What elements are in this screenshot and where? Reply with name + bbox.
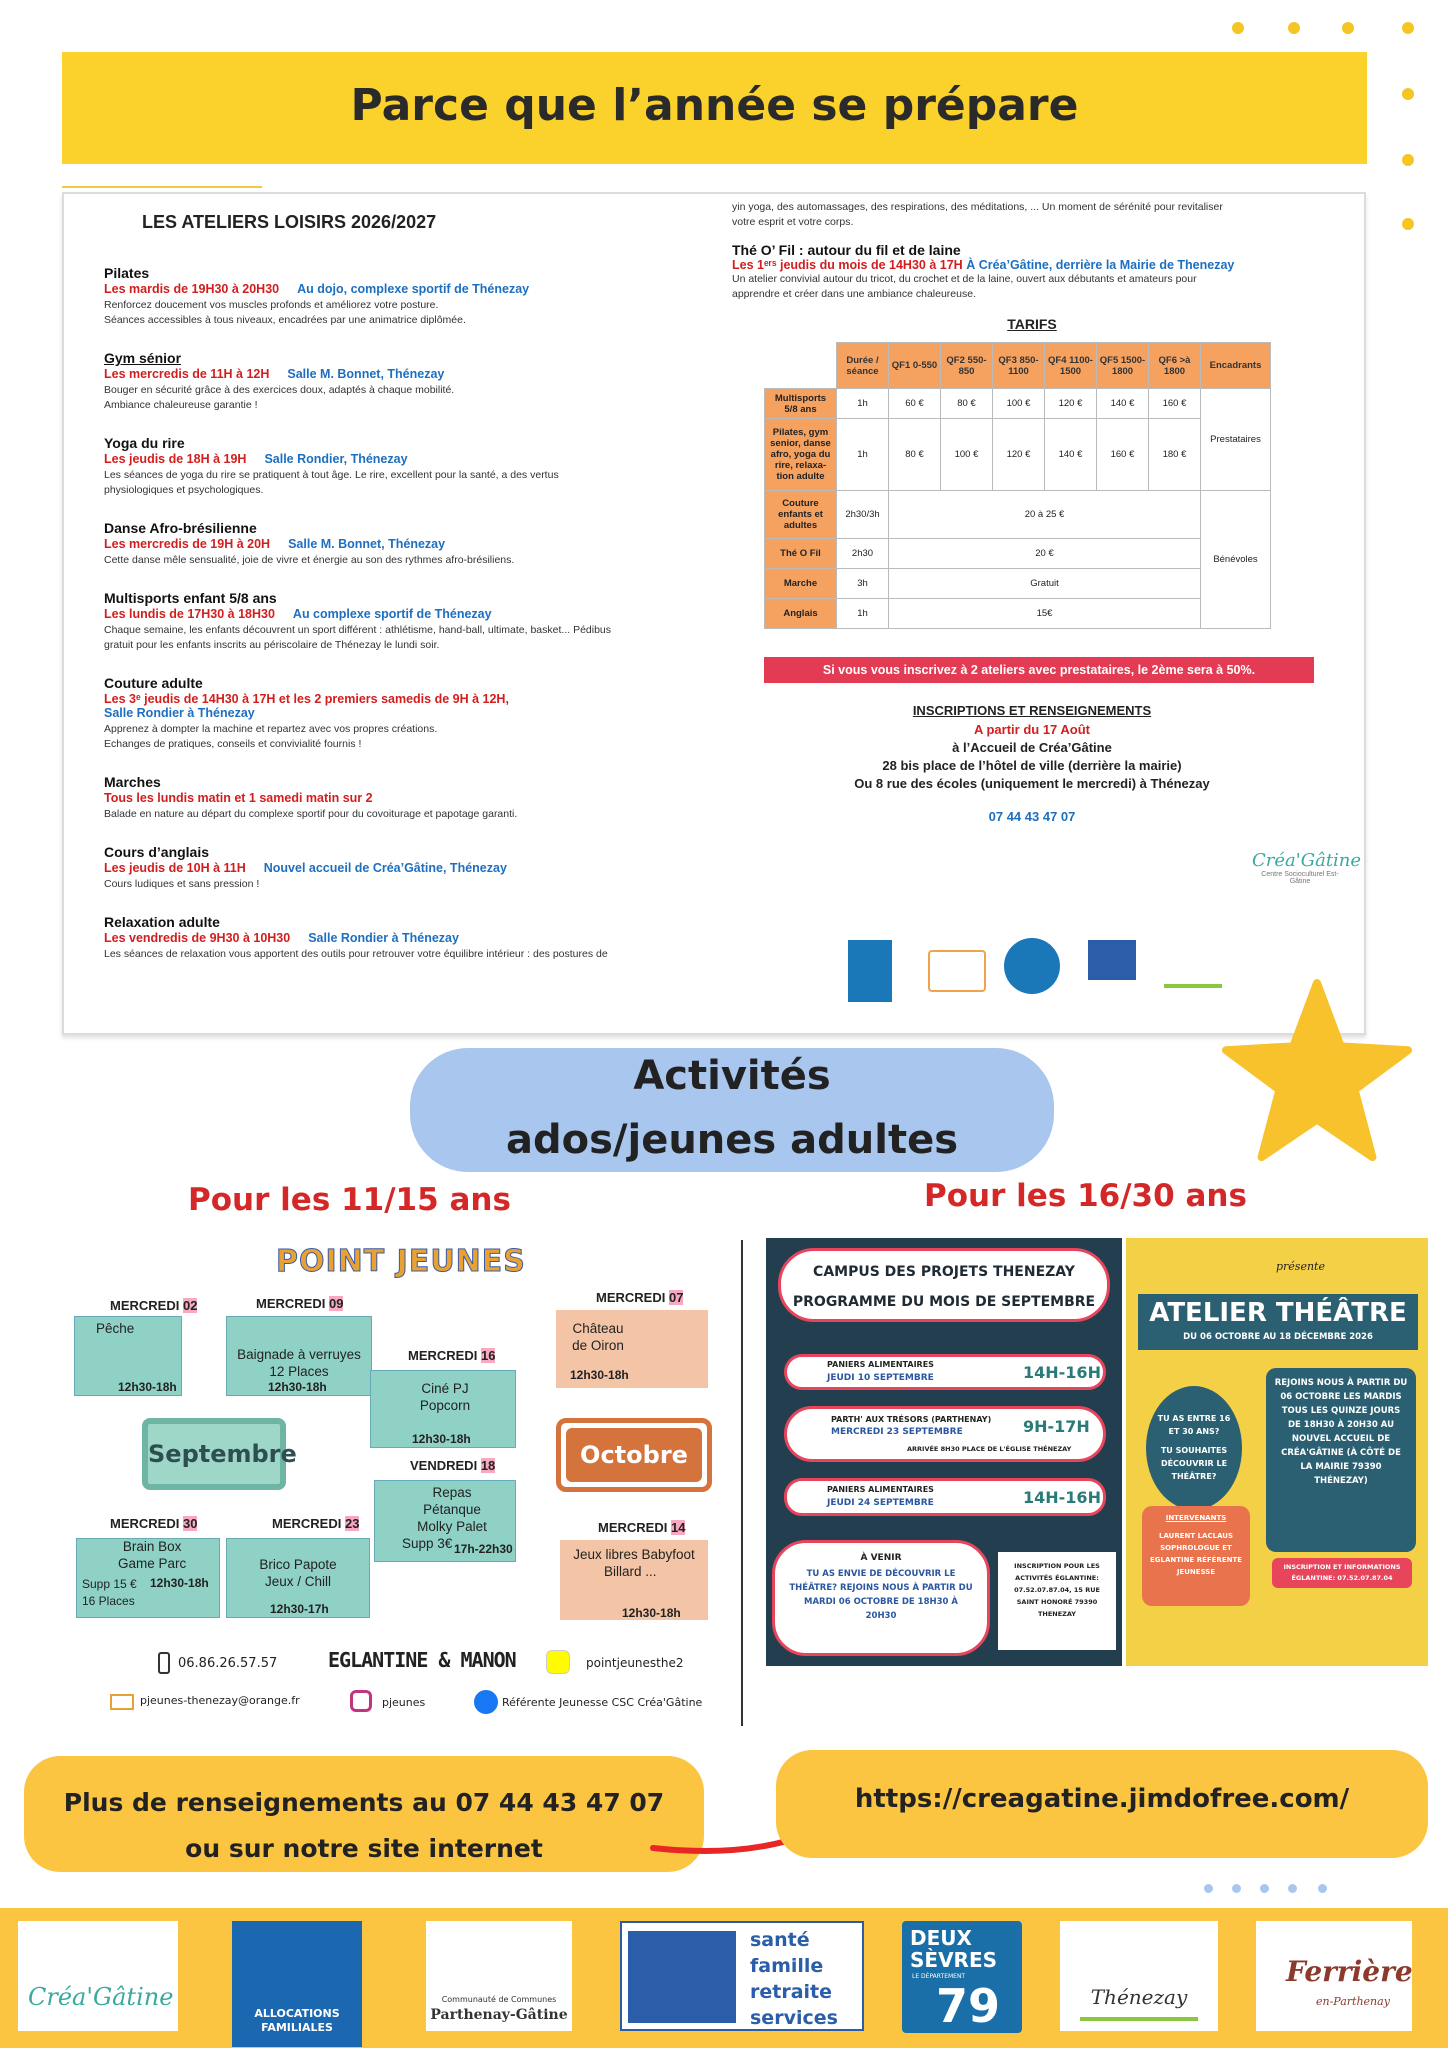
intro-line: votre esprit et votre corps. (732, 216, 854, 228)
activity-schedule (104, 791, 744, 805)
table-row (765, 569, 1271, 599)
event-time: 17h-22h30 (454, 1542, 513, 1556)
table-row (765, 539, 1271, 569)
event-date: VENDREDI 18 (410, 1458, 496, 1473)
table-cell: 140 € (1097, 389, 1149, 419)
decor-dot (1318, 1884, 1327, 1893)
inscriptions-date: A partir du 17 Août (973, 722, 1091, 737)
table-cell: 160 € (1149, 389, 1201, 419)
table-header-row (765, 343, 1271, 389)
theofil-desc: Un atelier convivial autour du tricot, du crochet et de la laine, ouvert aux débutants et amateurs pour (732, 273, 1197, 285)
pj-names: EGLANTINE & MANON (328, 1648, 516, 1672)
table-header: QF1 0-550 (889, 343, 941, 389)
theofil-title: Thé O’ Fil : autour du fil et de laine (732, 242, 961, 258)
activity-item (104, 520, 744, 568)
deux-sevres-logo: DEUX SÈVRES LE DÉPARTEMENT 79 (902, 1921, 1022, 2033)
activity-desc: Cette danse mêle sensualité, joie de vivre et énergie au son des rythmes afro-brésiliens. (104, 554, 515, 566)
activity-place: Salle Rondier à Thénezay (104, 706, 255, 720)
email-icon (110, 1694, 134, 1710)
table-header: QF4 1100-1500 (1045, 343, 1097, 389)
theatre-dates: DU 06 OCTOBRE AU 18 DÉCEMBRE 2026 (1183, 1332, 1373, 1342)
theatre-poster (1126, 1238, 1428, 1666)
activity-schedule (104, 692, 744, 720)
month-label: Septembre (142, 1418, 286, 1490)
table-header: QF5 1500-1800 (1097, 343, 1149, 389)
activity-place: Nouvel accueil de Créa’Gâtine, Thénezay (263, 861, 507, 875)
table-cell: 100 € (993, 389, 1045, 419)
activity-time: Les mercredis de 19H à 20H (104, 537, 271, 551)
activity-time: Les jeudis de 18H à 19H (104, 452, 247, 466)
month-label: Octobre (566, 1428, 702, 1482)
activity-desc: physiologiques et psychologiques. (104, 484, 264, 496)
event-text: Repas Pétanque Molky Palet Supp 3€ (402, 1485, 487, 1551)
decor-dot (1288, 1884, 1297, 1893)
activity-desc: Les séances de relaxation vous apportent des outils pour retrouver votre équilibre intérieur : des postures de (104, 948, 608, 960)
activity-desc: Ambiance chaleureuse garantie ! (104, 399, 258, 411)
activity-time: Les vendredis de 9H30 à 10H30 (104, 931, 291, 945)
activity-schedule (104, 931, 744, 945)
table-cell: 80 € (941, 389, 993, 419)
pj-insta[interactable]: pjeunes (382, 1696, 426, 1709)
website-link[interactable]: https://creagatine.jimdofree.com/ (854, 1784, 1350, 1814)
table-row-label: Pilates, gym senior, danse afro, yoga du rire, relaxa-tion adulte (765, 419, 837, 491)
event-time: 12h30-18h (570, 1368, 629, 1382)
table-cell: 120 € (1045, 389, 1097, 419)
inscriptions-line: Ou 8 rue des écoles (uniquement le mercredi) à Thénezay (854, 776, 1210, 791)
activity-item (104, 435, 744, 498)
event-time: 12h30-18h (268, 1380, 327, 1394)
activity-schedule (104, 861, 744, 875)
table-row-label: Thé O Fil (765, 539, 837, 569)
activity-name: Gym sénior (104, 350, 182, 366)
table-cell: 100 € (941, 419, 993, 491)
activity-schedule (104, 282, 744, 296)
theatre-title: ATELIER THÉÂTRE (1149, 1298, 1407, 1328)
event-date: MERCREDI 07 (596, 1290, 684, 1305)
activity-desc: Renforcez doucement vos muscles profonds et améliorez votre posture. (104, 299, 439, 311)
tarifs-table (764, 342, 1271, 629)
crea-logo-small (1252, 850, 1362, 885)
table-cell: 60 € (889, 389, 941, 419)
ferriere-logo: Ferrière en-Parthenay (1256, 1921, 1412, 2031)
decor-dot (1232, 1884, 1241, 1893)
activities-column (104, 204, 744, 962)
activites-title (410, 1044, 1054, 1172)
event-text: Pêche (96, 1321, 135, 1336)
event-date: MERCREDI 09 (256, 1296, 344, 1311)
activity-place: Au complexe sportif de Thénezay (292, 607, 492, 621)
theatre-bubble: TU AS ENTRE 16 ET 30 ANS? TU SOUHAITES DÉCOUVRIR LE THÉÂTRE? (1146, 1386, 1242, 1510)
activity-item (104, 675, 744, 752)
ateliers-flyer (62, 192, 1366, 1035)
caf-logo: ALLOCATIONS FAMILIALES (232, 1921, 362, 2047)
table-row (765, 419, 1271, 491)
table-cell: 180 € (1149, 419, 1201, 491)
decor-dot (1402, 154, 1414, 166)
theatre-presente: présente (1276, 1260, 1325, 1273)
table-cell: 140 € (1045, 419, 1097, 491)
table-cell: 1h (837, 389, 889, 419)
info-text: Plus de renseignements au 07 44 43 47 07 ou sur notre site internet (63, 1788, 665, 1863)
thenezay-logo-small (1164, 952, 1222, 988)
theatre-info: REJOINS NOUS À PARTIR DU 06 OCTOBRE LES MARDIS TOUS LES QUINZE JOURS DE 18H30 À 20H30 AU NOUVEL ACCUEIL DE CRÉA'GÂTINE (À CÔTÉ DE LA MAIRIE 79390 THÉNEZAY) (1266, 1368, 1416, 1552)
event-time: 12h30-18h (150, 1576, 209, 1590)
pj-snap[interactable]: pointjeunesthe2 (586, 1656, 684, 1670)
theofil-desc: apprendre et créer dans une ambiance chaleureuse. (732, 288, 976, 300)
activity-name: Marches (104, 774, 161, 790)
decor-dot (1288, 22, 1300, 34)
decor-dot (1232, 22, 1244, 34)
inscriptions-phone: 07 44 43 47 07 (988, 809, 1076, 824)
campus-insc: INSCRIPTION POUR LES ACTIVITÉS ÉGLANTINE: 07.52.07.87.04, 15 RUE SAINT HONORÉ 79390 THENEZAY (998, 1552, 1116, 1650)
activity-item (104, 265, 744, 328)
activity-schedule (104, 607, 744, 621)
inscriptions-block (772, 703, 1292, 824)
activity-desc: Bouger en sécurité grâce à des exercices doux, adaptés à chaque mobilité. (104, 384, 455, 396)
activity-item (104, 590, 744, 653)
activity-desc: Cours ludiques et sans pression ! (104, 878, 260, 890)
ccpg-logo: Communauté de Communes Parthenay-Gâtine (426, 1921, 572, 2031)
campus-avenir: À VENIR TU AS ENVIE DE DÉCOUVRIR LE THÉÂTRE? REJOINS NOUS À PARTIR DU MARDI 06 OCTOBRE DE 18H30 À 20H30 (772, 1540, 990, 1656)
campus-title: CAMPUS DES PROJETS THENEZAY PROGRAMME DU MOIS DE SEPTEMBRE (778, 1248, 1110, 1322)
activity-schedule (104, 367, 744, 381)
decor-dot (1342, 22, 1354, 34)
activity-desc: gratuit pour les enfants inscrits au périscolaire de Thénezay le lundi soir. (104, 639, 440, 651)
table-cell: 20 € (889, 539, 1201, 569)
table-cell: Gratuit (889, 569, 1201, 599)
campus-item: PARTH' AUX TRÉSORS (PARTHENAY) MERCREDI 23 SEPTEMBRE 9H-17H ARRIVÉE 8H30 PLACE DE L'ÉGLISE THÉNEZAY (784, 1406, 1106, 1462)
thenezay-logo: Thénezay (1060, 1921, 1218, 2031)
event-time: 12h30-18h (118, 1380, 177, 1394)
table-cell: 3h (837, 569, 889, 599)
activity-name: Pilates (104, 265, 150, 281)
event-text: Supp 15 € 16 Places (82, 1577, 137, 1608)
event-time: 12h30-18h (412, 1432, 471, 1446)
activity-name: Danse Afro-brésilienne (104, 520, 257, 536)
table-cell: Prestataires (1201, 389, 1271, 491)
table-cell: 2h30 (837, 539, 889, 569)
table-cell: 1h (837, 599, 889, 629)
decor-dot (1402, 88, 1414, 100)
activity-name: Couture adulte (104, 675, 203, 691)
table-cell: 15€ (889, 599, 1201, 629)
crea-logo-text: Créa'Gâtine (1252, 850, 1362, 871)
pj-email[interactable]: pjeunes-thenezay@orange.fr (140, 1694, 300, 1707)
inscriptions-line: à l’Accueil de Créa’Gâtine (952, 740, 1112, 755)
activity-time: Les lundis de 17H30 à 18H30 (104, 607, 275, 621)
event-time: 12h30-18h (622, 1606, 681, 1620)
flyer-title: LES ATELIERS LOISIRS 2026/2027 (142, 212, 437, 232)
theofil-when (732, 258, 1332, 272)
activity-name: Multisports enfant 5/8 ans (104, 590, 277, 606)
tarifs-column (732, 200, 1362, 885)
table-row-label: Anglais (765, 599, 837, 629)
activity-desc: Chaque semaine, les enfants découvrent un sport différent : athlétisme, hand-ball, ultimate, basket... Pédibus (104, 624, 612, 636)
theatre-insc: INSCRIPTION ET INFORMATIONS ÉGLANTINE: 07.52.07.87.04 (1272, 1558, 1412, 1588)
ccpg-logo-small (928, 950, 986, 992)
table-cell: 2h30/3h (837, 491, 889, 539)
pj-phone: 06.86.26.57.57 (178, 1656, 278, 1671)
table-cell: 80 € (889, 419, 941, 491)
event-date: MERCREDI 16 (408, 1348, 496, 1363)
event-text: Château de Oiron (572, 1321, 624, 1353)
activity-schedule (104, 537, 744, 551)
snapchat-icon (546, 1650, 570, 1674)
phone-icon (158, 1652, 170, 1674)
table-row-label: Couture enfants et adultes (765, 491, 837, 539)
table-row (765, 389, 1271, 419)
theatre-intervenants: INTERVENANTS LAURENT LACLAUS SOPHROLOGUE ET EGLANTINE RÉFÉRENTE JEUNESSE (1142, 1506, 1250, 1606)
event-date: MERCREDI 30 (110, 1516, 198, 1531)
inscriptions-title: INSCRIPTIONS ET RENSEIGNEMENTS (912, 703, 1152, 718)
crea-gatine-logo: Créa'Gâtine (18, 1921, 178, 2031)
activity-time: Les mercredis de 11H à 12H (104, 367, 270, 381)
table-cell: 160 € (1097, 419, 1149, 491)
decor-dot (1260, 1884, 1269, 1893)
table-header (765, 343, 837, 389)
campus-item: PANIERS ALIMENTAIRES JEUDI 10 SEPTEMBRE 14H-16H (784, 1354, 1106, 1390)
table-header: QF3 850-1100 (993, 343, 1045, 389)
deux-sevres-logo-small (1004, 938, 1060, 994)
table-row-label: Multisports 5/8 ans (765, 389, 837, 419)
event-date: MERCREDI 02 (110, 1298, 198, 1313)
msa-logo (620, 1921, 864, 2031)
activity-time: Les jeudis de 10H à 11H (104, 861, 246, 875)
activity-item (104, 914, 744, 962)
activity-time: Les 3ᵉ jeudis de 14H30 à 17H et les 2 premiers samedis de 9H à 12H, (104, 692, 509, 706)
event-text: Baignade à verruyes 12 Places (237, 1347, 361, 1379)
divider (741, 1240, 743, 1726)
activity-place: Salle Rondier, Thénezay (264, 452, 408, 466)
activity-time: Tous les lundis matin et 1 samedi matin sur 2 (104, 791, 373, 805)
crea-logo-sub: Centre Socioculturel Est-Gâtine (1261, 871, 1339, 885)
event-text: Brico Papote Jeux / Chill (259, 1557, 337, 1589)
point-jeunes-title: POINT JEUNES (276, 1244, 526, 1279)
table-row (765, 599, 1271, 629)
table-cell: 120 € (993, 419, 1045, 491)
activity-item (104, 350, 744, 413)
activity-desc: Echanges de pratiques, conseils et convivialité fournis ! (104, 738, 362, 750)
activity-list (104, 265, 744, 962)
event-time: 12h30-17h (270, 1602, 329, 1616)
event-text: Brain Box Game Parc (118, 1539, 187, 1571)
activity-desc: Balade en nature au départ du complexe sportif pour du covoiturage et papotage garanti. (104, 808, 518, 820)
activity-desc: Apprenez à dompter la machine et repartez avec vos propres créations. (104, 723, 438, 735)
activity-place: Salle M. Bonnet, Thénezay (287, 367, 445, 381)
pj-fb[interactable]: Référente Jeunesse CSC Créa'Gâtine (502, 1696, 703, 1709)
table-cell: Bénévoles (1201, 491, 1271, 629)
divider (62, 186, 262, 188)
intro-line: yin yoga, des automassages, des respirations, des méditations, ... Un moment de sérénité pour revitaliser (732, 201, 1223, 213)
table-row-label: Marche (765, 569, 837, 599)
caf-logo-small (848, 940, 892, 1002)
activity-name: Cours d’anglais (104, 844, 210, 860)
table-row (765, 491, 1271, 539)
msa-logo-small (1088, 940, 1136, 980)
theofil-time: Les 1ᵉʳˢ jeudis du mois de 14H30 à 17H (732, 258, 963, 272)
activity-name: Yoga du rire (104, 435, 185, 451)
activity-place: Salle M. Bonnet, Thénezay (288, 537, 446, 551)
table-header: QF2 550-850 (941, 343, 993, 389)
event-text: Jeux libres Babyfoot Billard ... (573, 1547, 695, 1579)
activity-name: Relaxation adulte (104, 914, 220, 930)
activites-line: Activités (633, 1053, 831, 1099)
page-title: Parce que l’année se prépare (350, 80, 1079, 131)
activity-desc: Les séances de yoga du rire se pratiquent à tout âge. Le rire, excellent pour la santé, a des vertus (104, 469, 559, 481)
facebook-icon (474, 1690, 498, 1714)
star-icon (1218, 975, 1416, 1173)
age-label-left: Pour les 11/15 ans (188, 1182, 511, 1218)
inscriptions-line: 28 bis place de l’hôtel de ville (derrière la mairie) (882, 758, 1182, 773)
activity-time: Les mardis de 19H30 à 20H30 (104, 282, 280, 296)
table-cell: 20 à 25 € (889, 491, 1201, 539)
table-cell: 1h (837, 419, 889, 491)
activity-item (104, 844, 744, 892)
decor-dot (1402, 22, 1414, 34)
promo-banner: Si vous vous inscrivez à 2 ateliers avec prestataires, le 2ème sera à 50%. (764, 657, 1314, 683)
tarifs-title: TARIFS (1007, 316, 1057, 332)
activity-place: Salle Rondier à Thénezay (308, 931, 459, 945)
campus-item: PANIERS ALIMENTAIRES JEUDI 24 SEPTEMBRE 14H-16H (784, 1478, 1106, 1516)
activity-desc: Séances accessibles à tous niveaux, encadrées par une animatrice diplômée. (104, 314, 466, 326)
activity-item (104, 774, 744, 822)
activity-place: Au dojo, complexe sportif de Thénezay (297, 282, 530, 296)
decor-dot (1402, 218, 1414, 230)
campus-poster (766, 1238, 1122, 1666)
msa-words: santé famille retraite services (750, 1929, 838, 2029)
table-header: Encadrants (1201, 343, 1271, 389)
event-date: MERCREDI 23 (272, 1516, 360, 1531)
table-header: Durée / séance (837, 343, 889, 389)
table-header: QF6 >à 1800 (1149, 343, 1201, 389)
decor-dot (1204, 1884, 1213, 1893)
activity-schedule (104, 452, 744, 466)
instagram-icon (350, 1690, 372, 1712)
event-date: MERCREDI 14 (598, 1520, 686, 1535)
theofil-place: À Créa’Gâtine, derrière la Mairie de Thenezay (966, 258, 1235, 272)
event-text: Ciné PJ Popcorn (419, 1381, 471, 1413)
age-label-right: Pour les 16/30 ans (924, 1178, 1247, 1214)
activites-line: ados/jeunes adultes (505, 1117, 959, 1163)
